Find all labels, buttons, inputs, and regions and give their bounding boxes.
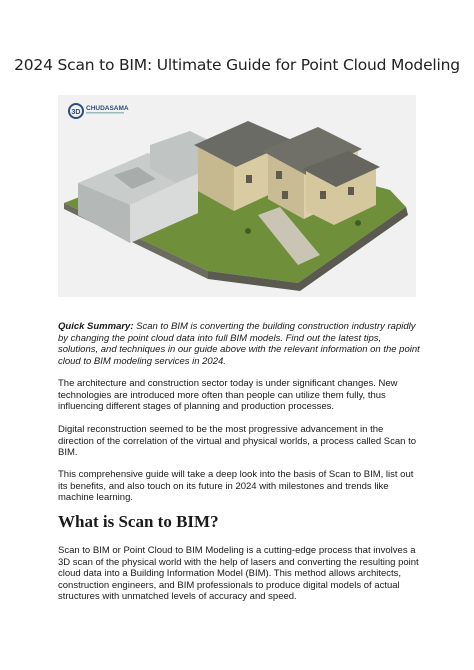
paragraph-guide: This comprehensive guide will take a deep look into the basis of Scan to BIM, list out its benefits, and also touch on its future in 2024 with milestones and trends like machine learning. [58,469,414,504]
section-heading: What is Scan to BIM? [58,512,219,531]
logo-text: CHUDASAMA [86,105,129,112]
building-model-illustration [58,95,416,297]
document-title: 2024 Scan to BIM: Ultimate Guide for Point Cloud Modeling [14,56,460,74]
svg-text:3D: 3D [71,109,81,116]
quick-summary-label: Quick Summary: [58,321,134,332]
quick-summary [58,321,420,367]
company-logo [69,104,129,118]
quick-summary-text: Scan to BIM is converting the building construction industry rapidly by changing the point cloud data into full BIM models. Find out the latest tips, solutions, and techniques in our guide above with the relevant information on the point cloud to BIM modeling services in 2024. [58,321,420,367]
section-paragraph: Scan to BIM or Point Cloud to BIM Modeling is a cutting-edge process that involves a 3D scan of the physical world with the help of lasers and converting the resulting point cloud data into a Building Information Model (BIM). This method allows architects, construction engineers, and BIM professionals to produce digital models of actual structures with unmatched levels of accuracy and speed. [58,545,419,603]
paragraph-intro: The architecture and construction sector today is under significant changes. New technologies are introduced more often than people can utilize them fully, thus influencing different stages of planning and production processes. [58,378,398,413]
paragraph-reconstruction: Digital reconstruction seemed to be the most progressive advancement in the direction of the correlation of the virtual and physical worlds, a process called Scan to BIM. [58,424,417,459]
hero-image [58,95,416,297]
